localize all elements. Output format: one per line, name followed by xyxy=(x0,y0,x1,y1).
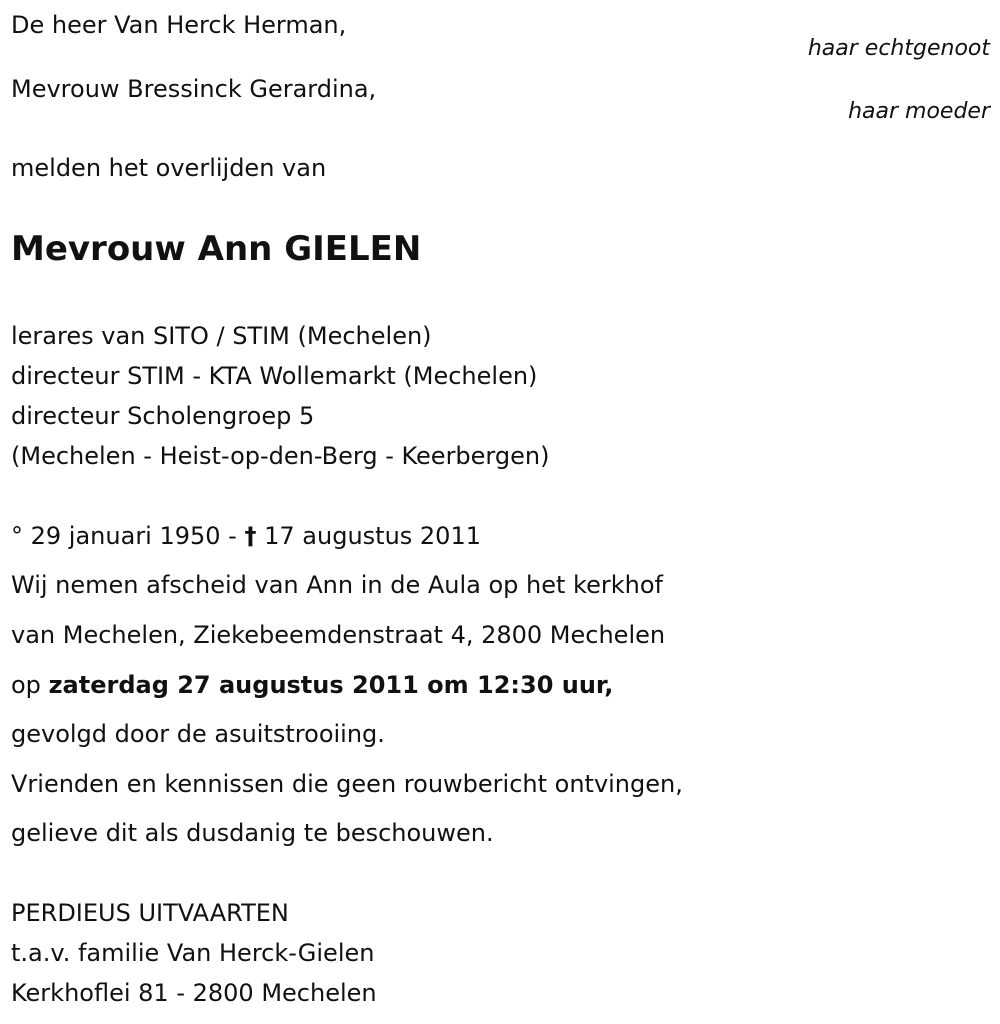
announcer-2-name: Mevrouw Bressinck Gerardina, xyxy=(11,75,377,103)
ceremony-line-5: Vrienden en kennissen die geen rouwbericht ontvingen, xyxy=(11,770,683,798)
announcer-2-role: haar moeder xyxy=(848,99,990,124)
announcer-1-role: haar echtgenoot xyxy=(807,36,990,61)
announce-text: melden het overlijden van xyxy=(11,154,327,182)
career-line-3: directeur Scholengroep 5 xyxy=(11,402,315,430)
ceremony-line-4: gevolgd door de asuitstrooiing. xyxy=(11,720,385,748)
career-line-1: lerares van SITO / STIM (Mechelen) xyxy=(11,322,432,350)
deceased-name: Mevrouw Ann GIELEN xyxy=(11,229,422,269)
death-cross-icon: † xyxy=(244,522,257,550)
life-dates xyxy=(11,521,481,551)
career-line-2: directeur STIM - KTA Wollemarkt (Mechelen) xyxy=(11,362,538,390)
ceremony-line-3 xyxy=(11,670,613,700)
announcer-1-name: De heer Van Herck Herman, xyxy=(11,11,347,39)
ceremony-line-1: Wij nemen afscheid van Ann in de Aula op het kerkhof xyxy=(11,571,663,599)
ceremony-datetime: zaterdag 27 augustus 2011 om 12:30 uur, xyxy=(48,671,614,699)
ceremony-line-6: gelieve dit als dusdanig te beschouwen. xyxy=(11,819,494,847)
contact-line-3: Kerkhoflei 81 - 2800 Mechelen xyxy=(11,979,377,1007)
contact-line-1: PERDIEUS UITVAARTEN xyxy=(11,899,289,927)
career-line-4: (Mechelen - Heist-op-den-Berg - Keerbergen) xyxy=(11,442,550,470)
ceremony-op: op xyxy=(11,671,41,699)
ceremony-line-2: van Mechelen, Ziekebeemdenstraat 4, 2800 Mechelen xyxy=(11,621,666,649)
death-date: 17 augustus 2011 xyxy=(264,522,481,550)
birth-symbol: ° xyxy=(11,522,23,550)
contact-line-2: t.a.v. familie Van Herck-Gielen xyxy=(11,939,375,967)
birth-date: 29 januari 1950 - xyxy=(30,522,237,550)
